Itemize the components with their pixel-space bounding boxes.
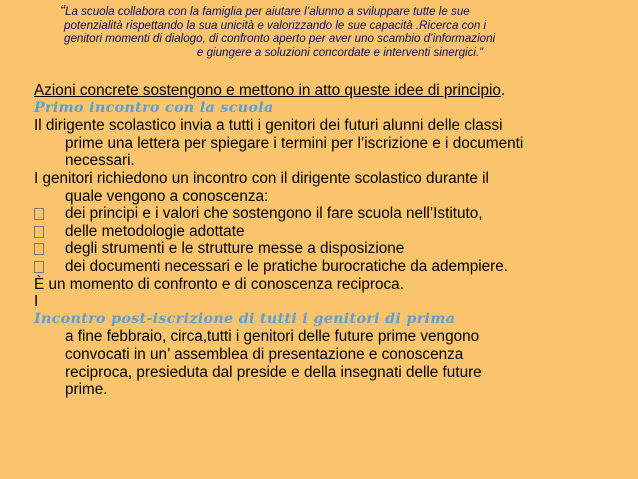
bullet-item [34,223,634,241]
bullet-text: delle metodologie adottate [65,222,245,240]
intro-period: . [500,82,506,99]
bullet-text: dei documenti necessari e le pratiche burocratiche da adempiere. [65,257,509,275]
bullet-item [34,240,634,258]
para3-line: È un momento di confronto e di conoscenza reciproca. [34,275,404,293]
quote-line-1 [60,4,620,19]
para4-line-1: a fine febbraio, circa,tutti i genitori delle future prime vengono [65,328,480,346]
bullet-text: dei principi e i valori che sostengono il fare scuola nell’Istituto, [65,205,483,223]
intro-text: Azioni concrete sostengono e mettono in atto queste idee di principio [34,82,501,99]
para4-line-3: reciproca, presieduta dal preside e della insegnati delle future [65,363,482,381]
section-title-post-enrollment: Incontro post-iscrizione di tutti i genitori di prima [34,310,456,327]
para2-line-2: quale vengono a conoscenza: [65,187,269,205]
para2-line-1: I genitori richiedono un incontro con il dirigente scolastico durante il [34,169,489,187]
bullet-box-icon [34,208,44,220]
quote-line-3: genitori momenti di dialogo, di confronto aperto per aver uno scambio d’informazioni [64,32,496,45]
stray-letter: I [34,293,39,311]
quote-open-mark: “ [60,2,65,19]
quote-line-1-text: La scuola collabora con la famiglia per aiutare l’alunno a sviluppare tutte le sue [65,5,470,18]
bullet-text: degli strumenti e le strutture messe a disposizione [65,240,405,258]
para1-line-3: necessari. [65,152,135,170]
bullet-box-icon [34,261,44,273]
bullet-box-icon [34,226,44,238]
quote-line-4: e giungere a soluzioni concordate e interventi sinergici.” [196,45,484,59]
quote-block [60,4,620,59]
para4-line-2: convocati in un’ assemblea di presentazione e conoscenza [65,345,464,363]
para4-line-4: prime. [65,381,108,399]
bullet-box-icon [34,243,44,255]
bullet-item [34,258,634,276]
bullet-item [34,205,634,223]
para1-line-2: prime una lettera per spiegare i termini per l’iscrizione e i documenti [65,134,524,152]
section-title-first-meeting: Primo incontro con la scuola [34,99,274,116]
slide-body [34,82,634,399]
quote-line-2: potenzialità rispettando la sua unicità e valorizzando le sue capacità .Ricerca con i [64,18,487,32]
para1-line-1: Il dirigente scolastico invia a tutti i genitori dei futuri alunni delle classi [34,117,503,135]
intro-line [34,82,634,100]
